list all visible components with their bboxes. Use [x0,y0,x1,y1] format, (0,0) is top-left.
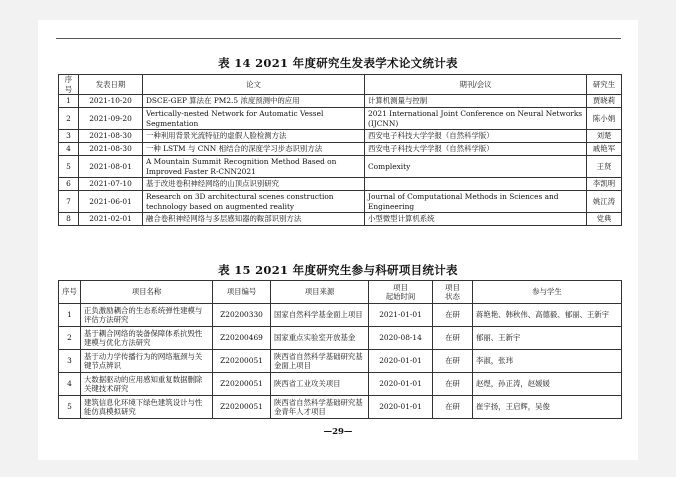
cell-status: 在研 [433,350,473,373]
cell-no: 1 [59,304,81,327]
cell-no: 8 [59,213,79,226]
cell-journal: 小型微型计算机系统 [365,213,587,226]
cell-source: 国家自然科学基金面上项目 [271,304,369,327]
cell-no: 7 [59,191,79,213]
table-row [59,350,622,373]
cell-no: 2 [59,108,79,130]
cell-name: 大数据驱动的应用感知重复数据删除关键技术研究 [81,373,213,396]
col-date: 发表日期 [79,75,143,95]
cell-no: 5 [59,156,79,178]
cell-journal: 西安电子科技大学学报（自然科学版） [365,130,587,143]
cell-journal [365,178,587,191]
table-row [59,373,622,396]
cell-start: 2020-01-01 [369,350,433,373]
table-row [59,213,622,226]
cell-no: 3 [59,130,79,143]
cell-students: 崔宇扬，王启辉，吴俊 [473,396,622,419]
col-no: 序号 [59,75,79,95]
cell-date: 2021-07-10 [79,178,143,191]
cell-code: Z20200469 [213,327,271,350]
cell-paper: Vertically-nested Network for Automatic Vessel Segmentation [143,108,365,130]
table-header-row [59,281,622,304]
cell-date: 2021-10-20 [79,95,143,108]
cell-name: 建筑信息化环境下绿色建筑设计与性能仿真模拟研究 [81,396,213,419]
cell-students: 蒋艳艳、韩秋伟、高德毅、郁丽、王新宇 [473,304,622,327]
cell-code: Z20200330 [213,304,271,327]
cell-date: 2021-08-01 [79,156,143,178]
table-row [59,95,622,108]
cell-journal: 西安电子科技大学学报（自然科学版） [365,143,587,156]
cell-status: 在研 [433,327,473,350]
cell-no: 1 [59,95,79,108]
cell-paper: 基于改进卷积神经网络的山顶点识别研究 [143,178,365,191]
table-row [59,108,622,130]
cell-no: 6 [59,178,79,191]
cell-journal: 2021 International Joint Conference on Neural Networks (IJCNN) [365,108,587,130]
table-row [59,178,622,191]
header-rule [56,38,621,39]
page-number: —29— [323,427,353,437]
project-table [58,280,622,419]
table-row [59,143,622,156]
col-paper: 论文 [143,75,365,95]
col-name: 项目名称 [81,281,213,304]
cell-student: 戚艳军 [587,143,622,156]
cell-name: 正负激励耦合的生态系统弹性建模与评估方法研究 [81,304,213,327]
cell-code: Z20200051 [213,373,271,396]
col-no: 序号 [59,281,81,304]
cell-start: 2021-01-01 [369,304,433,327]
cell-journal: Complexity [365,156,587,178]
cell-paper: 一种 LSTM 与 CNN 相结合的深度学习步态识别方法 [143,143,365,156]
cell-date: 2021-02-01 [79,213,143,226]
cell-no: 5 [59,396,81,419]
cell-student: 王贤 [587,156,622,178]
cell-source: 陕西省自然科学基础研究基金青年人才项目 [271,396,369,419]
cell-students: 郁丽、王新宇 [473,327,622,350]
cell-code: Z20200051 [213,396,271,419]
table-row [59,156,622,178]
cell-name: 基于耦合网络的装备保障体系抗毁性建模与优化方法研究 [81,327,213,350]
cell-source: 陕西省工业攻关项目 [271,373,369,396]
cell-code: Z20200051 [213,350,271,373]
cell-student: 李凯明 [587,178,622,191]
col-start: 项目 起始时间 [369,281,433,304]
cell-name: 基于动力学传播行为的网络瓶颈与关键节点辨识 [81,350,213,373]
table-header-row [59,75,622,95]
cell-status: 在研 [433,396,473,419]
cell-source: 陕西省自然科学基础研究基金面上项目 [271,350,369,373]
col-code: 项目编号 [213,281,271,304]
cell-start: 2020-01-01 [369,396,433,419]
col-source: 项目来源 [271,281,369,304]
cell-date: 2021-08-30 [79,130,143,143]
cell-start: 2020-08-14 [369,327,433,350]
paper-table [58,74,622,226]
table-row [59,396,622,419]
cell-paper: Research on 3D architectural scenes construction technology based on augmented reality [143,191,365,213]
cell-student: 陈小娟 [587,108,622,130]
cell-status: 在研 [433,373,473,396]
cell-student: 党典 [587,213,622,226]
table-row [59,304,622,327]
table-row [59,130,622,143]
cell-student: 刘楚 [587,130,622,143]
cell-student: 姚江涛 [587,191,622,213]
cell-journal: 计算机测量与控制 [365,95,587,108]
col-journal: 期刊/会议 [365,75,587,95]
cell-date: 2021-08-30 [79,143,143,156]
table14-title: 表 14 2021 年度研究生发表学术论文统计表 [218,56,458,70]
cell-students: 赵煜，孙正涛，赵媛媛 [473,373,622,396]
cell-no: 3 [59,350,81,373]
col-student: 研究生 [587,75,622,95]
cell-paper: 融合卷积神经网络与多层感知器的鞍部识别方法 [143,213,365,226]
document-page [38,20,638,460]
col-status: 项目 状态 [433,281,473,304]
cell-students: 李淑，张玮 [473,350,622,373]
cell-start: 2020-01-01 [369,373,433,396]
cell-no: 2 [59,327,81,350]
cell-date: 2021-06-01 [79,191,143,213]
cell-date: 2021-09-20 [79,108,143,130]
table-row [59,327,622,350]
cell-paper: 一种利用背景光流特征的虚假人脸检测方法 [143,130,365,143]
col-students: 参与学生 [473,281,622,304]
cell-student: 贾晓莉 [587,95,622,108]
cell-status: 在研 [433,304,473,327]
cell-paper: DSCE-GEP 算法在 PM2.5 浓度预测中的应用 [143,95,365,108]
cell-journal: Journal of Computational Methods in Sciences and Engineering [365,191,587,213]
table-row [59,191,622,213]
table15-title: 表 15 2021 年度研究生参与科研项目统计表 [218,263,458,277]
cell-no: 4 [59,143,79,156]
cell-no: 4 [59,373,81,396]
cell-paper: A Mountain Summit Recognition Method Based on Improved Faster R-CNN2021 [143,156,365,178]
cell-source: 国家重点实验室开放基金 [271,327,369,350]
